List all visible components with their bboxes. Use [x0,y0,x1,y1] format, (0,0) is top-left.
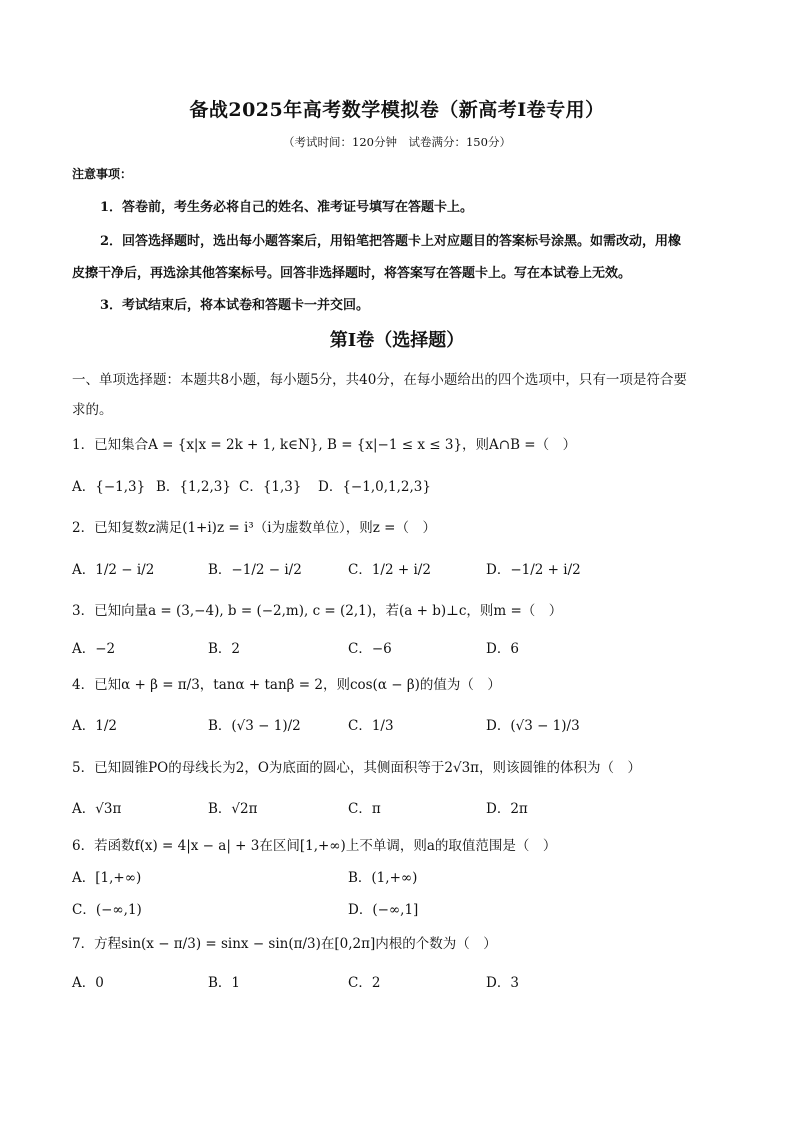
q2-option-d: D．−1/2 + i/2 [486,562,581,578]
q7-option-a: A．0 [72,975,104,991]
q1-option-b: B．{1,2,3} [156,479,231,495]
q7-option-c: C．2 [348,975,381,991]
section-intro-a: 一、单项选择题：本题共8小题，每小题5分，共40分，在每小题给出的四个选项中，只有一项是符合要 [72,372,687,388]
q4-option-c: C．1/3 [348,718,394,734]
q1-option-c: C．{1,3} [239,479,302,495]
question-3-stem: 3．已知向量a = (3,−4), b = (−2,m), c = (2,1)，若(a + b)⊥c，则m =（ ） [72,603,563,619]
q1-option-d: D．{−1,0,1,2,3} [318,479,431,495]
q4-option-a: A．1/2 [72,718,117,734]
q3-option-b: B．2 [208,641,241,657]
question-1-stem: 1．已知集合A = {x|x = 2k + 1, k∈N}, B = {x|−1 ≤ x ≤ 3}，则A∩B =（ ） [72,437,577,453]
q5-option-a: A．√3π [72,801,122,817]
note-2a: 2．回答选择题时，选出每小题答案后，用铅笔把答题卡上对应题目的答案标号涂黑。如需改动，用橡 [100,234,682,249]
exam-title: 备战2025年高考数学模拟卷（新高考Ⅰ卷专用） [189,99,605,121]
q5-option-b: B．√2π [208,801,258,817]
q7-option-d: D．3 [486,975,519,991]
q5-option-d: D．2π [486,801,528,817]
note-1: 1．答卷前，考生务必将自己的姓名、准考证号填写在答题卡上。 [100,200,474,215]
q2-option-c: C．1/2 + i/2 [348,562,431,578]
q4-option-d: D．(√3 − 1)/3 [486,718,580,734]
note-2b: 皮擦干净后，再选涂其他答案标号。回答非选择题时，将答案写在答题卡上。写在本试卷上无效。 [72,266,632,281]
question-6-stem: 6．若函数f(x) = 4|x − a| + 3在区间[1,+∞)上不单调，则a的取值范围是（ ） [72,838,557,854]
exam-subtitle: （考试时间：120分钟 试卷满分：150分） [283,135,511,149]
question-7-stem: 7．方程sin(x − π/3) = sinx − sin(π/3)在[0,2π]内根的个数为（ ） [72,936,497,952]
q2-option-a: A．1/2 − i/2 [72,562,155,578]
q6-option-b: B．(1,+∞) [348,870,418,886]
section-intro-b: 求的。 [72,402,113,418]
q6-option-c: C．(−∞,1) [72,902,142,918]
q3-option-a: A．−2 [72,641,116,657]
q3-option-c: C．−6 [348,641,392,657]
q7-option-b: B．1 [208,975,241,991]
q6-option-a: A．[1,+∞) [72,870,142,886]
q3-option-d: D．6 [486,641,519,657]
q4-option-b: B．(√3 − 1)/2 [208,718,301,734]
q5-option-c: C．π [348,801,381,817]
section-title: 第Ⅰ卷（选择题） [329,330,465,351]
q1-option-a: A．{−1,3} [72,479,146,495]
question-2-stem: 2．已知复数z满足(1+i)z = i³（i为虚数单位），则z =（ ） [72,520,436,536]
question-5-stem: 5．已知圆锥PO的母线长为2，O为底面的圆心，其侧面积等于2√3π，则该圆锥的体积为（ ） [72,760,642,776]
notes-heading: 注意事项： [72,167,133,181]
note-3: 3．考试结束后，将本试卷和答题卡一并交回。 [100,298,370,313]
q6-option-d: D．(−∞,1] [348,902,419,918]
question-4-stem: 4．已知α + β = π/3，tanα + tanβ = 2，则cos(α − β)的值为（ ） [72,677,501,693]
q2-option-b: B．−1/2 − i/2 [208,562,302,578]
